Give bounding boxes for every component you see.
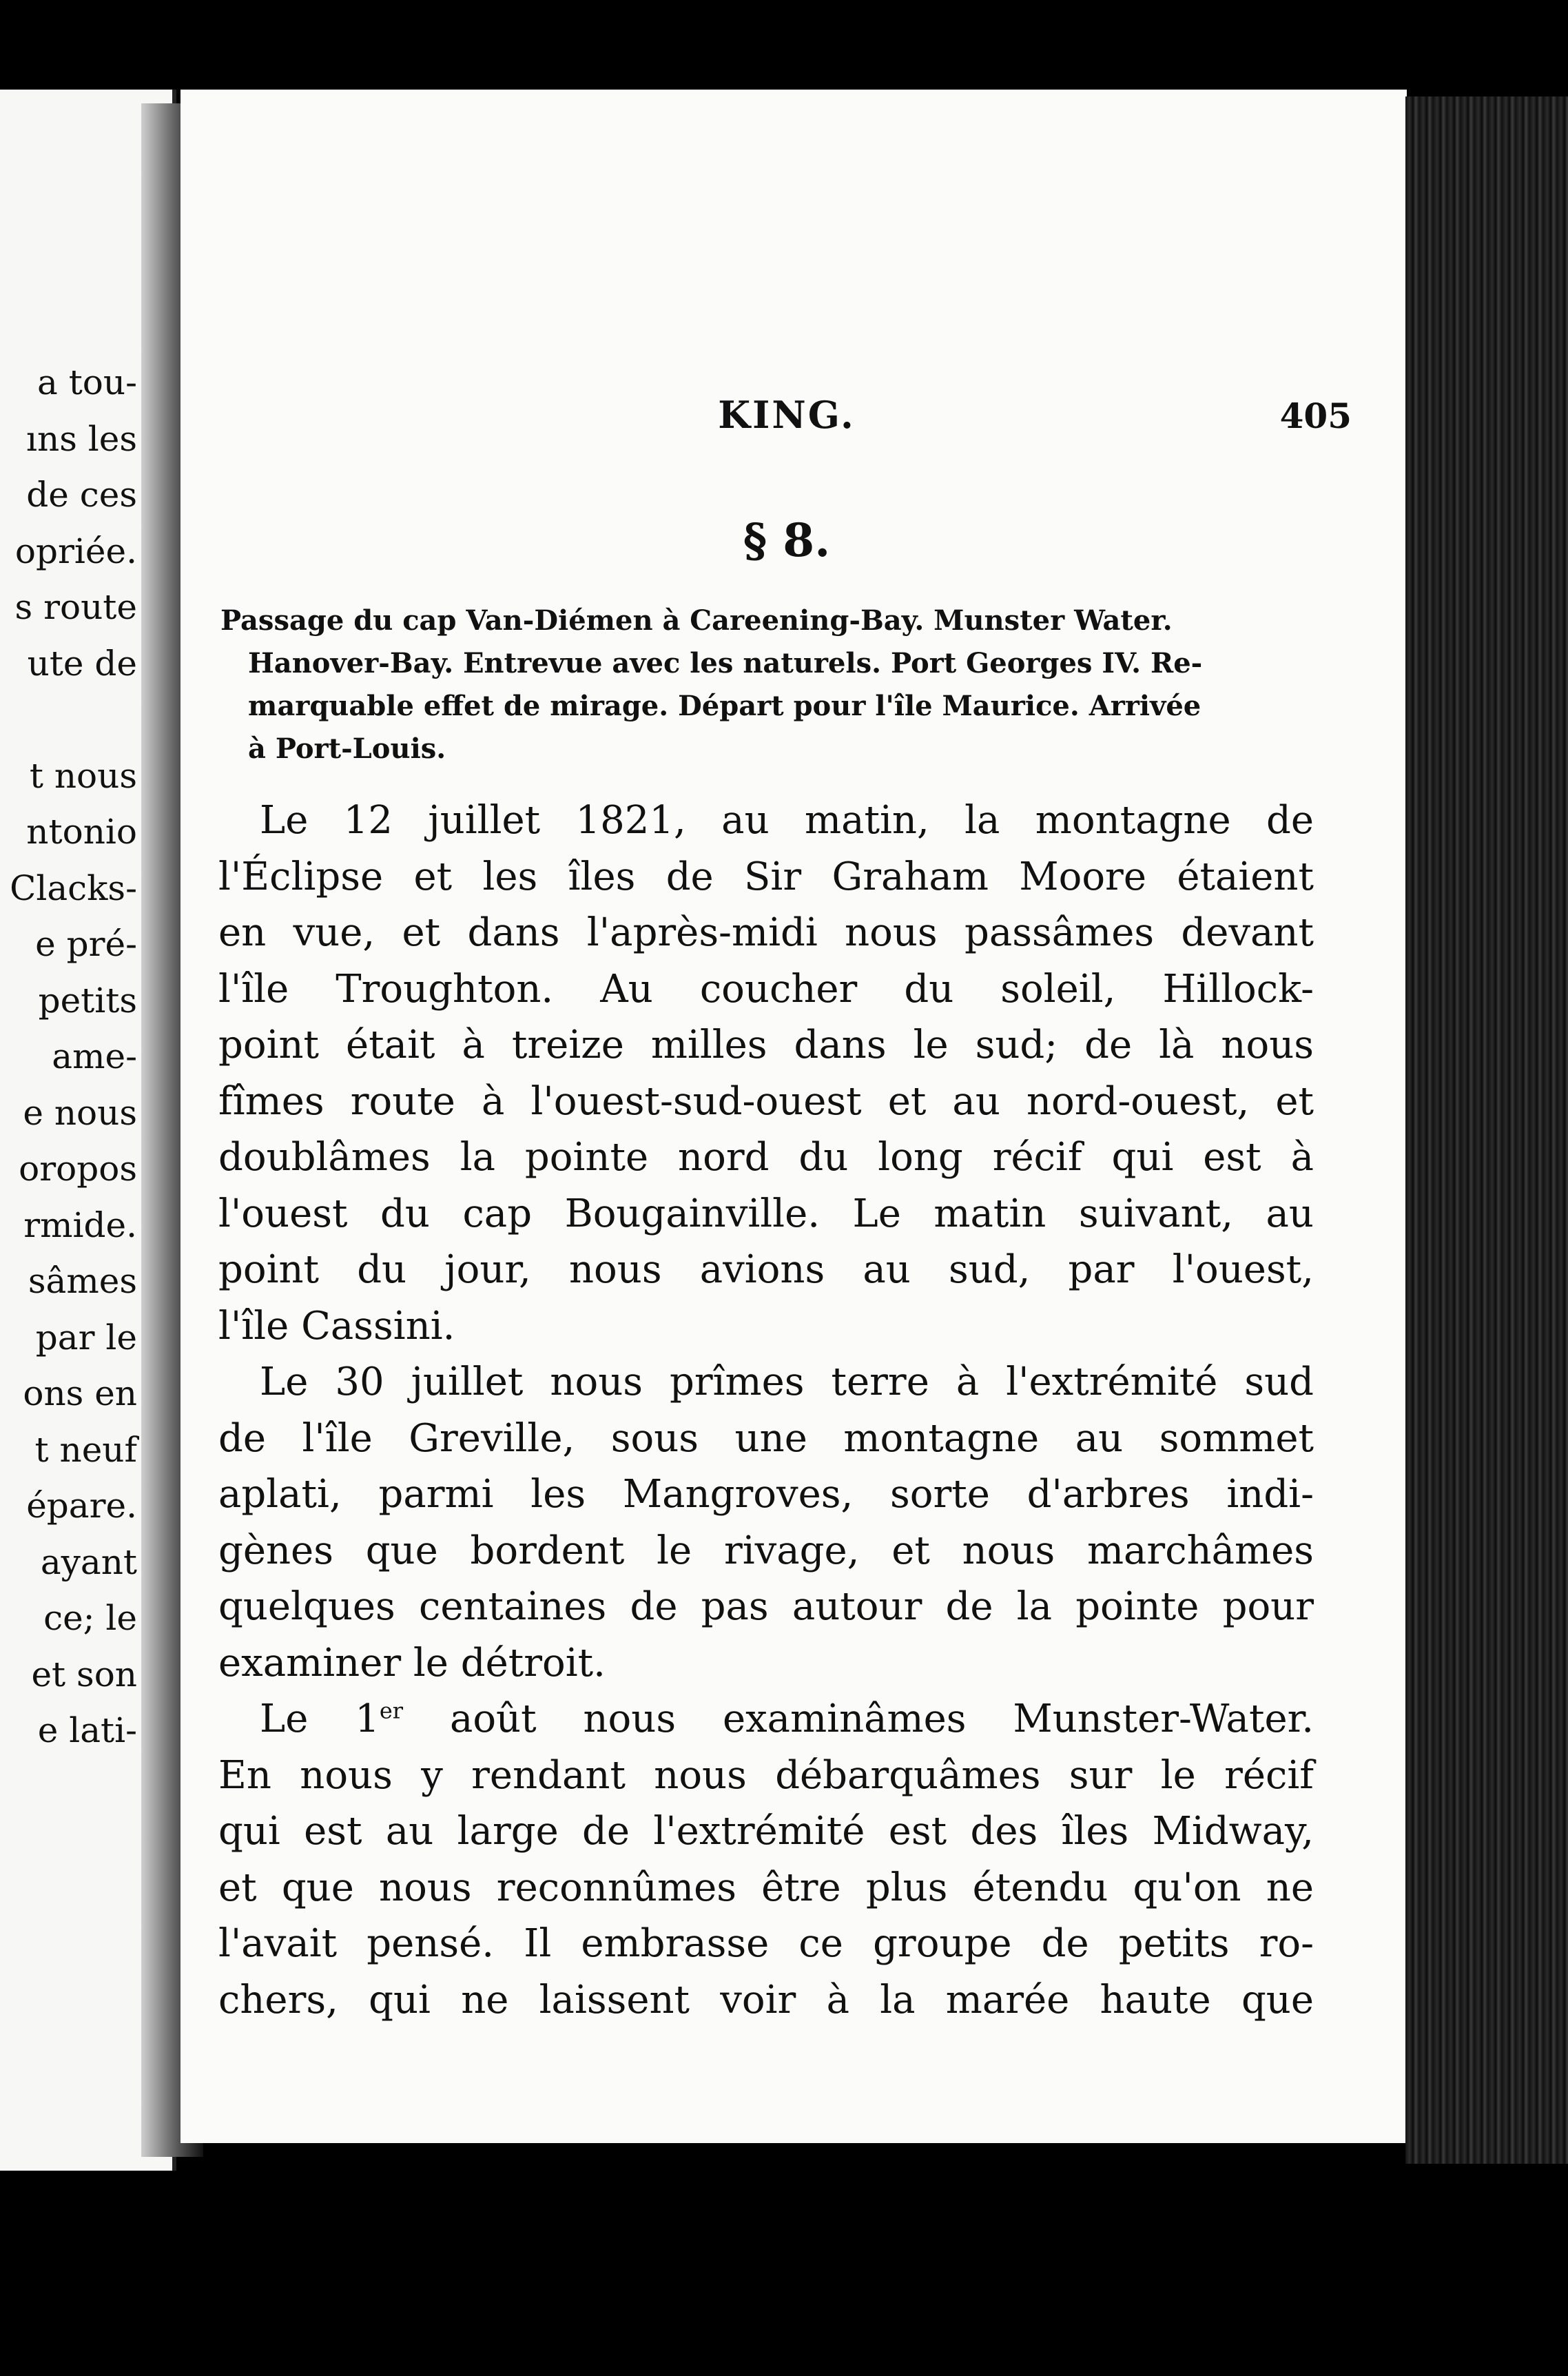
left-fragment: ce; le [43,1598,137,1638]
left-fragment: t neuf [34,1429,137,1470]
right-page [180,90,1407,2143]
left-fragment: oropos [19,1149,137,1189]
page-stack-edge [1405,96,1568,2164]
left-fragment: de ces [26,475,137,515]
section-heading: § 8. [743,513,831,567]
left-fragment: petits [38,980,137,1021]
paragraph-1-line: l'Éclipse et les îles de Sir Graham Moore étaient [218,854,1314,899]
left-fragment: e lati- [37,1710,137,1750]
running-title: KING. [718,393,856,437]
summary-line: marquable effet de mirage. Départ pour l'île Maurice. Arrivée [248,690,1201,722]
paragraph-1-line: fîmes route à l'ouest-sud-ouest et au nord-ouest, et [218,1078,1314,1124]
left-fragment: par le [35,1317,137,1358]
paragraph-1-line: l'ouest du cap Bougainville. Le matin suivant, au [218,1191,1314,1236]
paragraph-2-line: aplati, parmi les Mangroves, sorte d'arbres indi- [218,1472,1314,1517]
left-fragment: opriée. [14,531,137,571]
left-fragment: ute de [27,643,137,684]
left-fragment: ons en [23,1373,137,1413]
paragraph-1-line: point du jour, nous avions au sud, par l'ouest, [218,1247,1314,1292]
paragraph-1-line: doublâmes la pointe nord du long récif qui est à [218,1135,1314,1180]
body-text [218,792,1314,2028]
paragraph-2-line: gènes que bordent le rivage, et nous marchâmes [218,1528,1314,1573]
page-number: 405 [1279,396,1352,436]
left-fragment: ıns les [26,418,137,459]
paragraph-3-suffix: août nous examinâmes Munster-Water. [403,1697,1314,1741]
section-summary [220,600,1323,770]
left-fragment: ayant [40,1542,137,1582]
paragraph-1-line: en vue, et dans l'après-midi nous passâmes devant [218,910,1314,955]
left-fragment: s route [14,587,137,627]
left-fragment: sâmes [28,1261,137,1301]
left-fragment: e pré- [35,924,137,964]
left-fragment: t nous [29,755,137,796]
summary-line: à Port-Louis. [248,733,446,765]
left-fragment: e nous [23,1092,137,1133]
left-fragment: Clacks- [10,868,137,908]
left-fragment [0,692,141,748]
paragraph-2-line: examiner le détroit. [218,1640,606,1686]
summary-line: Passage du cap Van-Diémen à Careening-Bay. Munster Water. [220,604,1173,637]
left-fragment: ntonio [26,812,137,852]
paragraph-1-line: l'île Cassini. [218,1303,455,1349]
left-page-text-fragments [0,355,141,1759]
left-fragment: et son [31,1654,137,1694]
paragraph-3-line: En nous y rendant nous débarquâmes sur le récif [218,1752,1314,1798]
paragraph-3-line: et que nous reconnûmes être plus étendu qu'on ne [218,1865,1314,1910]
paragraph-2-line: quelques centaines de pas autour de la pointe pour [218,1584,1314,1629]
paragraph-3-line [218,1691,1314,1748]
paragraph-2-line: de l'île Greville, sous une montagne au sommet [218,1415,1314,1461]
paragraph-3-line: l'avait pensé. Il embrasse ce groupe de petits ro- [218,1921,1314,1966]
superscript-er: er [379,1697,404,1724]
left-fragment: épare. [26,1486,137,1526]
left-fragment: a tou- [37,362,137,402]
left-fragment: rmide. [23,1205,137,1245]
paragraph-3-prefix: Le 1 [260,1697,380,1741]
paragraph-3-line: qui est au large de l'extrémité est des îles Midway, [218,1809,1314,1854]
paragraph-1-line: Le 12 juillet 1821, au matin, la montagne de [260,798,1314,843]
summary-line: Hanover-Bay. Entrevue avec les naturels. Port Georges IV. Re- [248,647,1203,679]
paragraph-1-line: point était à treize milles dans le sud; de là nous [218,1023,1314,1067]
paragraph-2-line: Le 30 juillet nous prîmes terre à l'extrémité sud [260,1360,1314,1404]
paragraph-1-line: l'île Troughton. Au coucher du soleil, Hillock- [218,966,1314,1012]
paragraph-3-line: chers, qui ne laissent voir à la marée haute que [218,1977,1314,2022]
page-header [180,393,1407,448]
left-fragment: ame- [52,1036,137,1076]
